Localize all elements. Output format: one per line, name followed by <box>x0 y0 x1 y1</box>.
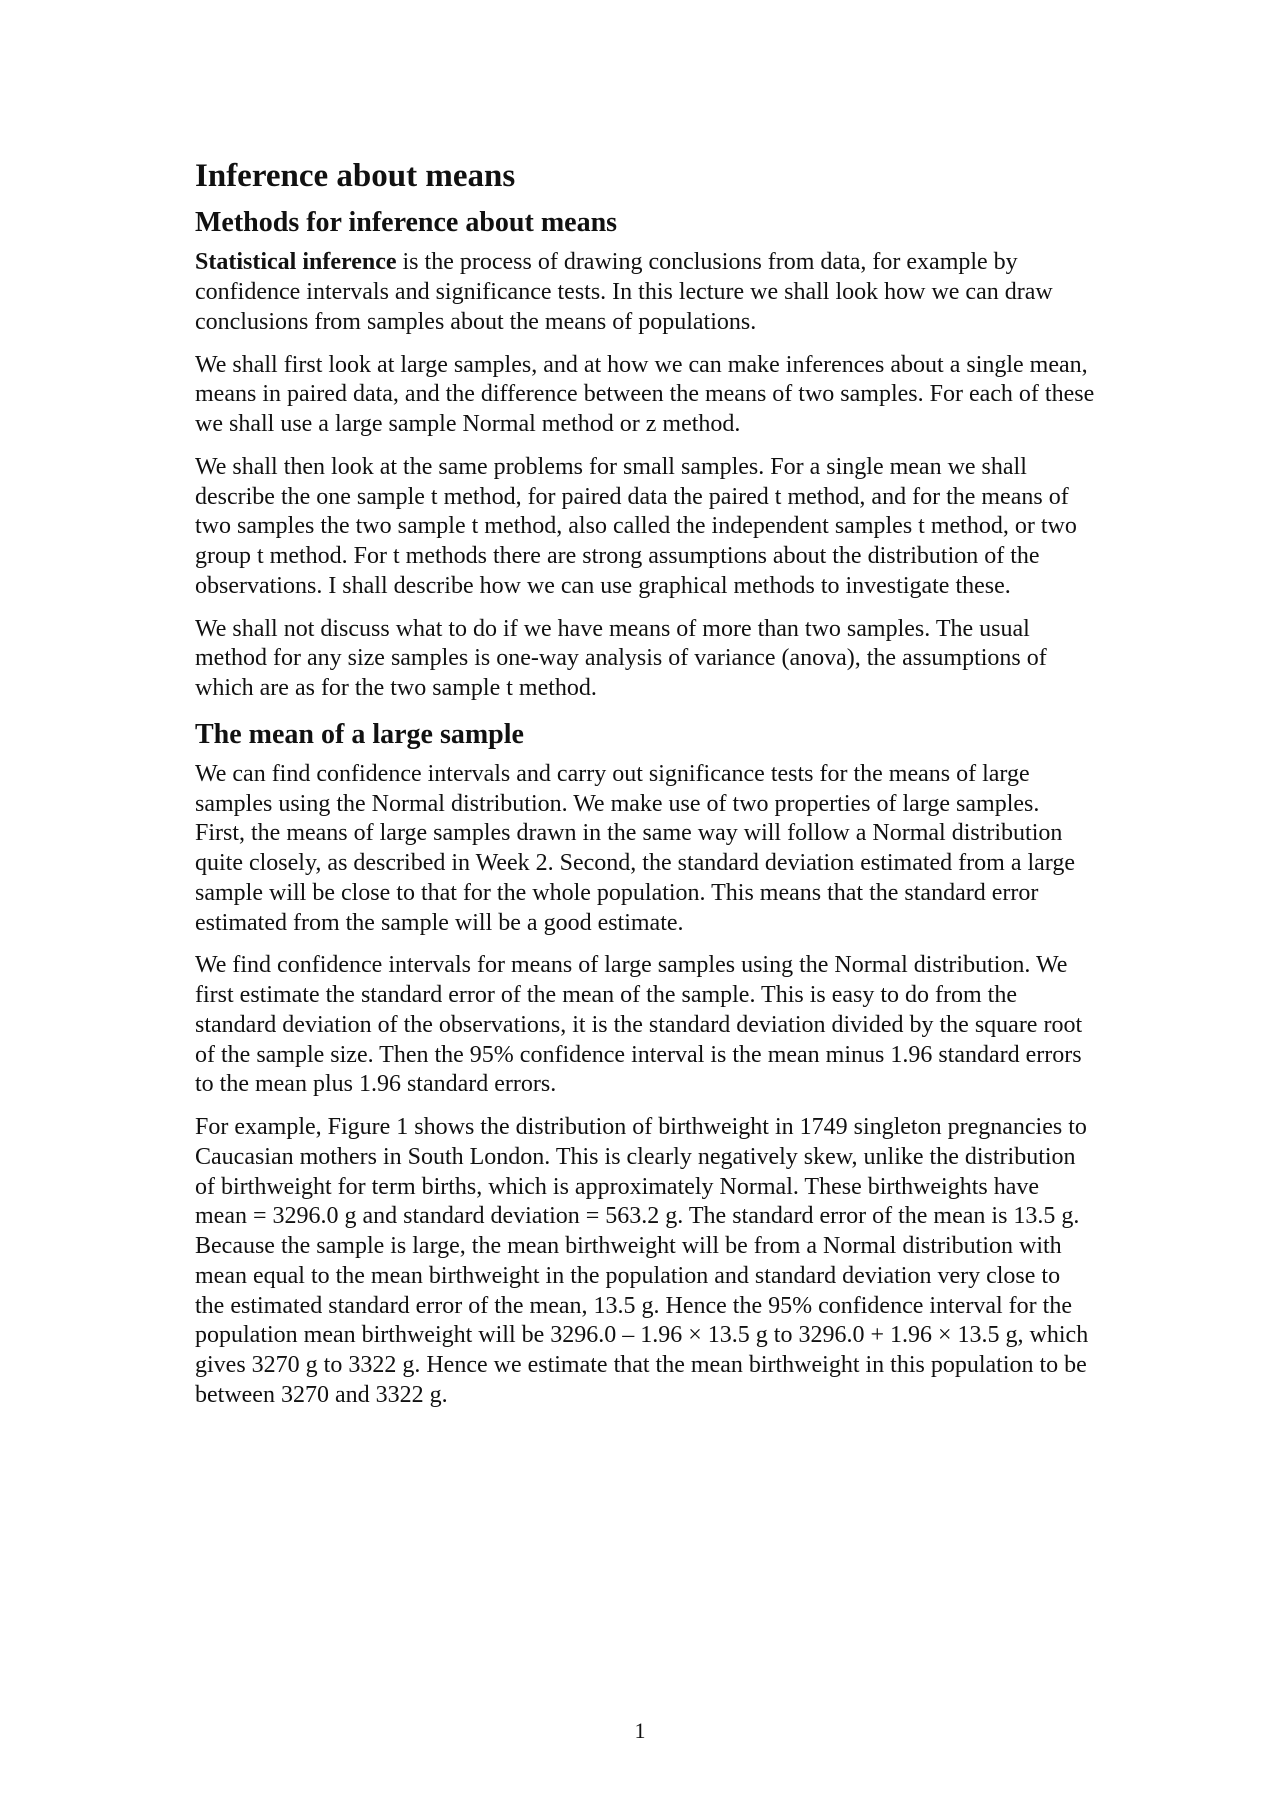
paragraph-normal-distribution: We can find confidence intervals and carry out significance tests for the means of large samples using the Normal distribution. We make use of two properties of large samples. First, the means of large samples drawn in the same way will follow a Normal distribution quite closely, as described in Week 2. Second, the standard deviation estimated from a large sample will be close to that for the whole population. This means that the standard error estimated from the sample will be a good estimate. <box>195 760 1076 936</box>
document-title: Inference about means <box>195 158 516 194</box>
paragraph-text: is the process of drawing conclusions from data, for example by confidence intervals and significance tests. In this lecture we shall look how we can draw conclusions from samples about the means of populations. <box>195 249 1053 335</box>
section-heading-large-sample-mean: The mean of a large sample <box>195 718 524 750</box>
paragraph-more-than-two-samples: We shall not discuss what to do if we have means of more than two samples. The usual method for any size samples is one-way analysis of variance (anova), the assumptions of which are as for the two sample t method. <box>195 615 1047 701</box>
paragraph-birthweight-example: For example, Figure 1 shows the distribution of birthweight in 1749 singleton pregnancies to Caucasian mothers in South London. This is clearly negatively skew, unlike the distribution of birthweight for term births, which is approximately Normal. These birthweights have mean = 3296.0 g and standard deviation = 563.2 g. The standard error of the mean is 13.5 g. Because the sample is large, the mean birthweight will be from a Normal distribution with mean equal to the mean birthweight in the population and standard deviation very close to the estimated standard error of the mean, 13.5 g. Hence the 95% confidence interval for the population mean birthweight will be 3296.0 – 1.96 × 13.5 g to 3296.0 + 1.96 × 13.5 g, which gives 3270 g to 3322 g. Hence we estimate that the mean birthweight in this population to be between 3270 and 3322 g. <box>195 1114 1089 1408</box>
paragraph-small-samples: We shall then look at the same problems for small samples. For a single mean we shall describe the one sample t method, for paired data the paired t method, and for the means of two samples the two sample t method, also called the independent samples t method, or two group t method. For t methods there are strong assumptions about the distribution of the observations. I shall describe how we can use graphical methods to investigate these. <box>195 453 1077 599</box>
page-number: 1 <box>634 1718 646 1743</box>
paragraph-large-samples: We shall first look at large samples, and at how we can make inferences about a single mean, means in paired data, and the difference between the means of two samples. For each of these we shall use a large sample Normal method or z method. <box>195 351 1095 437</box>
bold-term-statistical-inference: Statistical inference <box>195 249 397 276</box>
paragraph-confidence-intervals: We find confidence intervals for means of large samples using the Normal distribution. We first estimate the standard error of the mean of the sample. This is easy to do from the standard deviation of the observations, it is the standard deviation divided by the square root of the sample size. Then the 95% confidence interval is the mean minus 1.96 standard errors to the mean plus 1.96 standard errors. <box>195 952 1083 1098</box>
paragraph-statistical-inference <box>195 248 1095 337</box>
document-page <box>195 150 1095 1424</box>
section-heading-methods: Methods for inference about means <box>195 207 618 239</box>
